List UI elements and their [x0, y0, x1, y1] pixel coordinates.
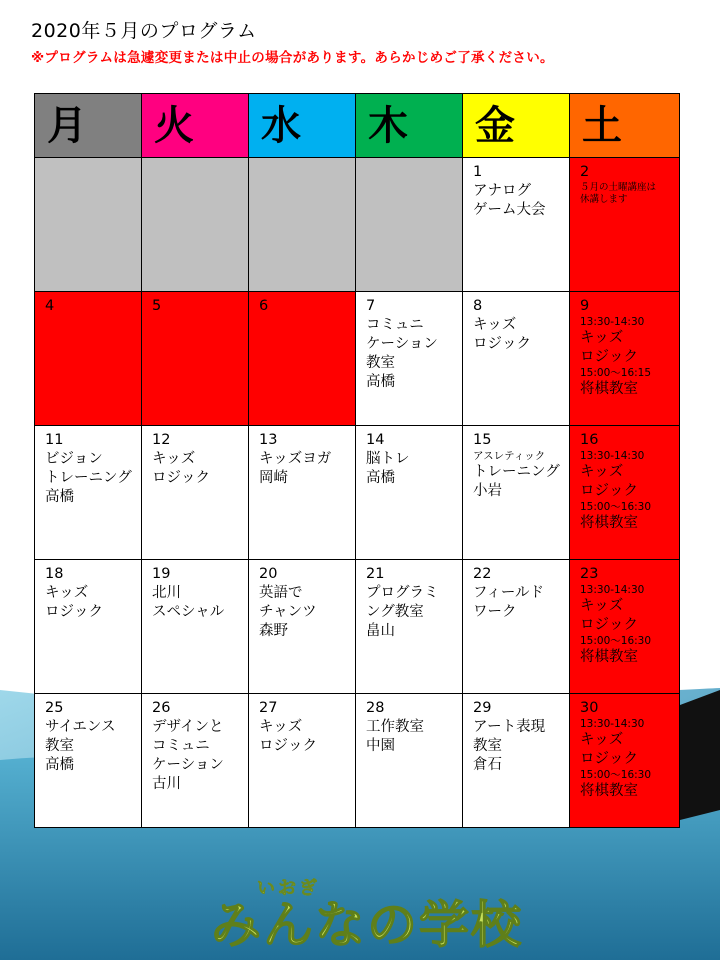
svg-text:いおぎ: いおぎ [257, 878, 320, 899]
program-line: ５月の土曜講座は [580, 182, 657, 193]
day-number: 9 [580, 298, 590, 314]
program-line: キッズ [580, 330, 624, 346]
weekday-fri: 金 [463, 94, 570, 158]
day-number: 29 [473, 700, 492, 716]
program-line: サイエンス [45, 719, 116, 735]
day-number: 26 [152, 700, 171, 716]
day-number: 22 [473, 566, 492, 582]
program-line: アナログ [473, 183, 531, 199]
day-number: 30 [580, 700, 599, 716]
program-line: 15:00〜16:30 [580, 769, 652, 781]
program-line: 高橋 [366, 470, 395, 486]
day-number: 11 [45, 432, 64, 448]
day-number: 16 [580, 432, 599, 448]
program-line: トレーニング [473, 464, 560, 480]
weekday-tue: 火 [142, 94, 249, 158]
weekday-wed: 水 [249, 94, 356, 158]
weekday-sat: 土 [570, 94, 680, 158]
day-number: 15 [473, 432, 492, 448]
day-cell-thu [356, 426, 463, 560]
svg-text:みんなの学校: みんなの学校 [211, 896, 523, 950]
day-number: 27 [259, 700, 278, 716]
program-line: 将棋教室 [580, 381, 638, 397]
day-cell-fri [463, 560, 570, 694]
program-line: ロジック [259, 738, 317, 754]
day-cell-mon [35, 560, 142, 694]
day-cell-thu [356, 694, 463, 828]
day-number: 8 [473, 298, 483, 314]
program-line: プログラミ [366, 585, 439, 601]
calendar-table [34, 93, 680, 828]
day-cell-sat [570, 292, 680, 426]
day-cell-mon [35, 292, 142, 426]
program-line: フィールド [473, 585, 545, 601]
week-row [35, 426, 680, 560]
program-line: 15:00〜16:30 [580, 501, 652, 513]
day-cell-wed [249, 158, 356, 292]
day-cell-fri [463, 292, 570, 426]
day-number: 25 [45, 700, 64, 716]
program-line: 高橋 [366, 374, 395, 390]
program-line: ワーク [473, 604, 517, 620]
program-line: 将棋教室 [580, 649, 638, 665]
day-number: 19 [152, 566, 171, 582]
change-notice: ※プログラムは急遽変更または中止の場合があります。あらかじめご了承ください。 [31, 50, 554, 66]
day-cell-thu [356, 292, 463, 426]
program-line: 倉石 [473, 757, 502, 773]
program-line: 将棋教室 [580, 515, 638, 531]
program-line: 古川 [152, 776, 181, 792]
program-line: アスレティック [473, 450, 546, 462]
program-line: キッズ [580, 598, 624, 614]
day-cell-fri [463, 158, 570, 292]
week-row [35, 560, 680, 694]
week-row [35, 694, 680, 828]
program-line: デザインと [152, 719, 224, 735]
program-line: アート表現 [473, 719, 546, 735]
program-line: 畠山 [366, 623, 395, 639]
program-line: ロジック [152, 470, 210, 486]
page-title: 2020年５月のプログラム [31, 20, 257, 42]
program-line: ロジック [473, 336, 531, 352]
day-number: 14 [366, 432, 385, 448]
program-line: コミュニ [152, 738, 210, 754]
day-cell-wed [249, 292, 356, 426]
program-line: トレーニング [45, 470, 132, 486]
program-line: 英語で [259, 585, 303, 601]
weekday-header-row [35, 94, 680, 158]
program-line: 高橋 [45, 757, 74, 773]
program-line: キッズ [259, 719, 303, 735]
program-line: ケーション [152, 757, 224, 773]
program-line: 将棋教室 [580, 783, 638, 799]
day-number: 5 [152, 298, 162, 314]
day-number: 23 [580, 566, 599, 582]
program-line: ロジック [45, 604, 103, 620]
program-line: 13:30-14:30 [580, 718, 645, 730]
program-line: 教室 [366, 355, 395, 371]
program-line: 小岩 [473, 483, 502, 499]
program-line: 岡崎 [259, 470, 288, 486]
program-line: ロジック [580, 483, 638, 499]
program-line: ング教室 [366, 604, 424, 620]
program-line: ケーション [366, 336, 438, 352]
day-cell-mon [35, 158, 142, 292]
program-line: 13:30-14:30 [580, 584, 645, 596]
program-line: 中園 [366, 738, 395, 754]
day-cell-wed [249, 694, 356, 828]
weekday-mon: 月 [35, 94, 142, 158]
program-line: キッズヨガ [259, 451, 332, 467]
program-line: キッズ [580, 464, 624, 480]
day-cell-sat [570, 158, 680, 292]
program-line: 15:00〜16:30 [580, 635, 652, 647]
program-line: スペシャル [152, 604, 225, 620]
school-logo [205, 870, 535, 950]
day-number: 4 [45, 298, 55, 314]
day-number: 21 [366, 566, 385, 582]
calendar-body [35, 158, 680, 828]
day-cell-sat [570, 426, 680, 560]
day-cell-fri [463, 694, 570, 828]
day-cell-fri [463, 426, 570, 560]
program-line: 15:00〜16:15 [580, 367, 652, 379]
program-line: 高橋 [45, 489, 74, 505]
day-cell-sat [570, 694, 680, 828]
day-number: 20 [259, 566, 278, 582]
day-cell-wed [249, 560, 356, 694]
program-line: ビジョン [45, 451, 103, 467]
day-cell-tue [142, 560, 249, 694]
program-line: キッズ [473, 317, 517, 333]
day-cell-tue [142, 694, 249, 828]
day-cell-tue [142, 426, 249, 560]
weekday-thu: 木 [356, 94, 463, 158]
program-line: ロジック [580, 349, 638, 365]
program-line: 森野 [259, 623, 288, 639]
program-line: キッズ [152, 451, 196, 467]
day-number: 18 [45, 566, 64, 582]
day-cell-thu [356, 158, 463, 292]
program-line: 脳トレ [366, 451, 410, 467]
program-line: 工作教室 [366, 719, 424, 735]
day-number: 12 [152, 432, 171, 448]
day-number: 2 [580, 164, 590, 180]
day-cell-sat [570, 560, 680, 694]
program-line: コミュニ [366, 317, 424, 333]
program-line: 休講します [580, 194, 628, 205]
program-line: キッズ [45, 585, 89, 601]
week-row [35, 158, 680, 292]
program-line: 北川 [152, 585, 181, 601]
program-line: 13:30-14:30 [580, 450, 645, 462]
day-cell-mon [35, 694, 142, 828]
week-row [35, 292, 680, 426]
day-cell-tue [142, 292, 249, 426]
program-line: ロジック [580, 751, 638, 767]
day-cell-mon [35, 426, 142, 560]
program-line: 教室 [473, 738, 502, 754]
program-line: 13:30-14:30 [580, 316, 645, 328]
day-number: 1 [473, 164, 483, 180]
day-number: 28 [366, 700, 385, 716]
day-cell-tue [142, 158, 249, 292]
day-number: 7 [366, 298, 376, 314]
program-line: キッズ [580, 732, 624, 748]
program-line: チャンツ [259, 604, 317, 620]
program-line: 教室 [45, 738, 74, 754]
day-number: 6 [259, 298, 269, 314]
program-line: ゲーム大会 [473, 202, 546, 218]
day-number: 13 [259, 432, 278, 448]
program-line: ロジック [580, 617, 638, 633]
day-cell-wed [249, 426, 356, 560]
day-cell-thu [356, 560, 463, 694]
